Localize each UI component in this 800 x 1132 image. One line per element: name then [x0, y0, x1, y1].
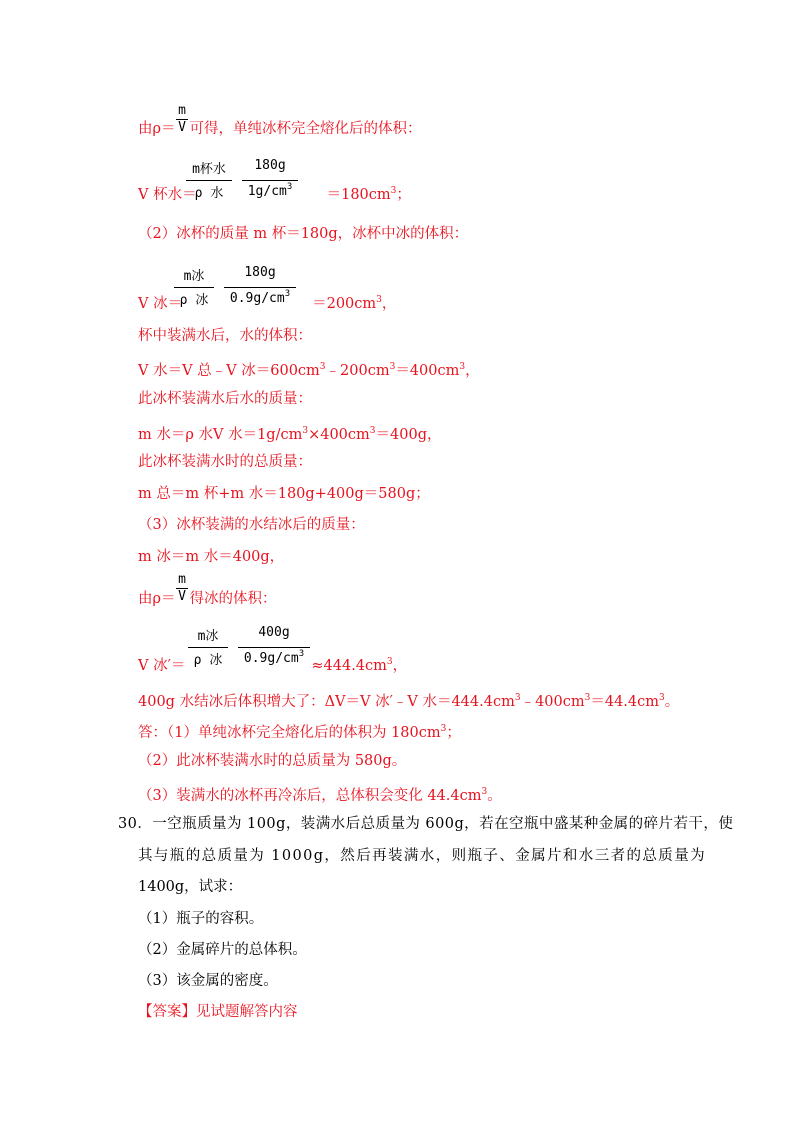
v-cup-water-result: $=180cm^3$； — [326, 186, 411, 203]
v-ice-prime-result: $\approx 444.4cm^3$， — [311, 657, 408, 674]
rho-prefix: 由ρ＝ — [138, 591, 176, 607]
question-30-sub-1: （1）瓶子的容积。 — [138, 911, 264, 927]
mass-water-calc: m 水＝ρ 水V 水$=1g/cm^3\times 400cm^3=400g$， — [138, 426, 442, 443]
v-cup-water-lhs: V 杯水＝ — [138, 187, 197, 203]
v-cup-water-fraction-1 — [184, 158, 234, 201]
fraction-denominator: $0.9g/cm^3$ — [229, 289, 291, 306]
v-ice-lhs: V 冰＝ — [138, 296, 183, 312]
v-water-calc: V 水＝V 总﹣V 冰$=600cm^3﹣200cm^3=400cm^3$， — [138, 362, 480, 379]
rho-formula-intro-2 — [138, 589, 277, 609]
answer-row — [138, 1002, 298, 1022]
fraction-numerator: 180g — [254, 158, 286, 173]
rho-prefix: 由ρ＝ — [138, 121, 176, 137]
fraction-numerator: m杯水 — [192, 162, 226, 177]
v-ice-fraction-1 — [172, 265, 216, 308]
fraction-denominator: $0.9g/cm^3$ — [243, 649, 305, 666]
answer-2: （2）此冰杯装满水时的总质量为 580g。 — [138, 753, 407, 769]
fraction-numerator: m — [178, 103, 186, 118]
fraction-numerator: m — [178, 572, 186, 587]
v-ice-prime-fraction-2 — [236, 625, 312, 665]
fraction-numerator: 180g — [244, 265, 276, 280]
fraction-denominator: V — [178, 589, 186, 604]
question-30-line-2: 其与瓶的总质量为 1000g，然后再装满水，则瓶子、金属片和水三者的总质量为 — [138, 848, 706, 864]
answer-text: 见试题解答内容 — [196, 1004, 298, 1020]
question-30-line-3: 1400g，试求： — [138, 879, 243, 895]
fraction-numerator: m冰 — [197, 629, 219, 644]
rho-fraction-2 — [175, 572, 189, 606]
rho-suffix: 得冰的体积： — [189, 591, 277, 607]
part3-line: （3）冰杯装满的水结冰后的质量： — [138, 517, 365, 533]
answer-3: （3）装满水的冰杯再冷冻后，总体积会变化 $44.4cm^3$。 — [138, 787, 502, 804]
v-ice-prime-lhs: V 冰′＝ — [138, 658, 186, 674]
fraction-denominator: V — [178, 120, 186, 135]
fraction-numerator: m冰 — [183, 269, 205, 284]
rho-suffix: 可得，单纯冰杯完全熔化后的体积： — [189, 121, 422, 137]
v-cup-water-fraction-2 — [240, 158, 300, 198]
delta-volume-line: 400g 水结冰后体积增大了：ΔV＝V 冰′﹣V 水$=444.4cm^3﹣400cm^3=44.4cm^3$。 — [138, 693, 680, 710]
total-mass-title: 此冰杯装满水时的总质量： — [138, 454, 312, 470]
fraction-denominator: ρ 冰 — [193, 653, 223, 668]
v-ice-result: $=200cm^3$， — [312, 295, 397, 312]
question-30-sub-2: （2）金属碎片的总体积。 — [138, 942, 307, 958]
question-30-line-1: 30．一空瓶质量为 100g，装满水后总质量为 600g，若在空瓶中盛某种金属的碎片若干，使 — [118, 816, 734, 832]
m-ice-eq: m 冰＝m 水＝400g， — [138, 549, 285, 565]
answer-tag: 【答案】 — [138, 1004, 196, 1020]
fraction-numerator: 400g — [258, 625, 290, 640]
fraction-denominator: ρ 冰 — [179, 293, 209, 308]
fraction-denominator: ρ 水 — [194, 186, 224, 201]
v-ice-fraction-2 — [222, 265, 298, 305]
v-ice-prime-fraction-1 — [186, 625, 230, 668]
mass-water-title: 此冰杯装满水后水的质量： — [138, 391, 312, 407]
rho-fraction — [175, 103, 189, 137]
question-30-sub-3: （3）该金属的密度。 — [138, 973, 278, 989]
answer-1: 答：（1）单纯冰杯完全熔化后的体积为 $180cm^3$； — [138, 724, 461, 741]
part2-line: （2）冰杯的质量 m 杯＝180g，冰杯中冰的体积： — [138, 226, 469, 242]
after-fill-line: 杯中装满水后，水的体积： — [138, 328, 312, 344]
total-mass-calc: m 总＝m 杯+m 水＝180g+400g＝580g； — [138, 486, 430, 502]
fraction-denominator: $1g/cm^3$ — [247, 182, 293, 199]
